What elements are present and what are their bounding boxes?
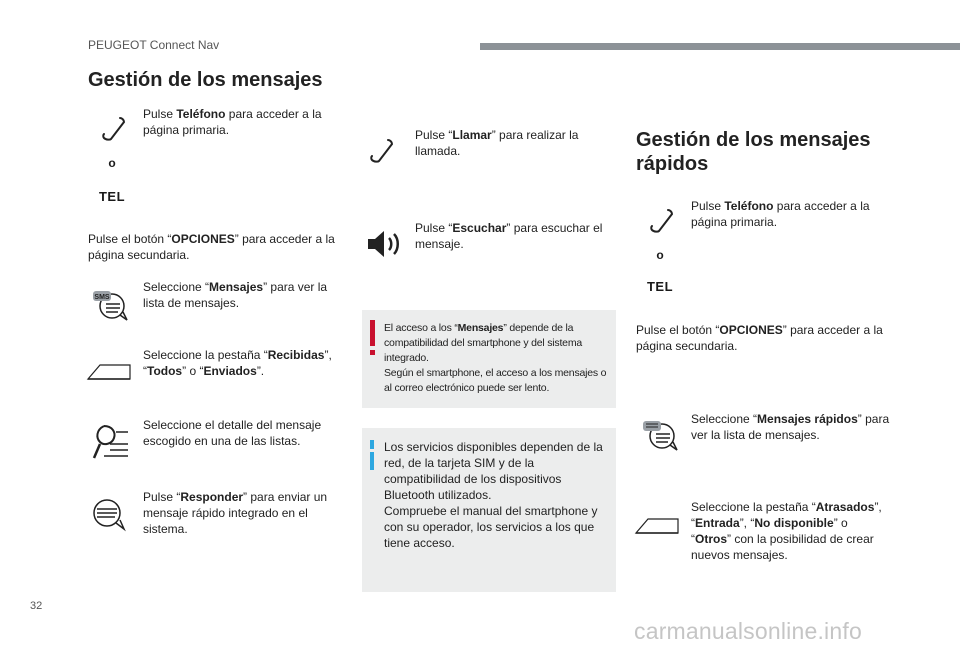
- info-mark: [370, 452, 374, 470]
- speaker-icon: [366, 228, 404, 260]
- sms-message-icon: [90, 288, 130, 322]
- tab-icon-right: [634, 516, 680, 536]
- call-phone-icon: [368, 137, 396, 165]
- or-separator-right: o: [656, 248, 664, 262]
- middle-step1-text: Pulse “Llamar” para realizar la llamada.: [415, 128, 579, 158]
- reply-message-icon: [88, 498, 128, 532]
- info-box: [362, 428, 616, 592]
- left-step2-text: Pulse el botón “OPCIONES” para acceder a la página secundaria.: [88, 232, 335, 262]
- left-step6-text: Pulse “Responder” para enviar un mensaje rápido integrado en el sistema.: [143, 490, 328, 536]
- sms-badge-label: SMS: [94, 294, 110, 301]
- warning-text: El acceso a los “Mensajes” depende de la compatibilidad del smartphone y del sistema integrado. Según el smartphone, el acceso a los mensajes o al correo electrónico puede ser lento.: [384, 322, 607, 394]
- phone-icon-right: [648, 207, 676, 235]
- right-step2-text: Pulse el botón “OPCIONES” para acceder a la página secundaria.: [636, 323, 883, 353]
- left-step1-text: Pulse Teléfono para acceder a la página primaria.: [143, 107, 322, 137]
- quick-message-icon: [640, 418, 680, 452]
- right-step1-text: Pulse Teléfono para acceder a la página primaria.: [691, 199, 870, 229]
- info-text: Los servicios disponibles dependen de la red, de la tarjeta SIM y de la compatibilidad de los dispositivos Bluetooth utilizados. Compruebe el manual del smartphone y con su operador, los servicios a los que tiene acceso.: [384, 440, 603, 550]
- tab-icon: [86, 362, 132, 382]
- info-mark-dot: [370, 440, 374, 449]
- left-step5-text: Seleccione el detalle del mensaje escogido en una de las listas.: [143, 418, 322, 448]
- warning-mark: [370, 320, 375, 346]
- warning-box: [362, 310, 616, 408]
- right-step3-text: Seleccione “Mensajes rápidos” para ver la lista de mensajes.: [691, 412, 890, 442]
- or-separator: o: [108, 156, 116, 170]
- left-step3-text: Seleccione “Mensajes” para ver la lista de mensajes.: [143, 280, 328, 310]
- message-detail-icon: [90, 422, 130, 462]
- header-bar: [480, 43, 960, 50]
- page-title: Gestión de los mensajes: [88, 69, 323, 91]
- phone-icon: [100, 115, 128, 143]
- tel-key: TEL: [98, 189, 126, 204]
- left-step4-text: Seleccione la pestaña “Recibidas”, “Todos” o “Enviados”.: [143, 348, 332, 378]
- watermark: carmanualsonline.info: [634, 618, 862, 644]
- header-label: PEUGEOT Connect Nav: [88, 38, 220, 52]
- page-number: 32: [30, 600, 43, 612]
- tel-key-right: TEL: [646, 279, 674, 294]
- right-step4-text: Seleccione la pestaña “Atrasados”, “Entrada”, “No disponible” o “Otros” con la posibilidad de crear nuevos mensajes.: [691, 500, 882, 562]
- section-title: Gestión de los mensajes rápidos: [636, 129, 871, 175]
- warning-mark-dot: [370, 350, 375, 355]
- middle-step2-text: Pulse “Escuchar” para escuchar el mensaje.: [415, 221, 603, 251]
